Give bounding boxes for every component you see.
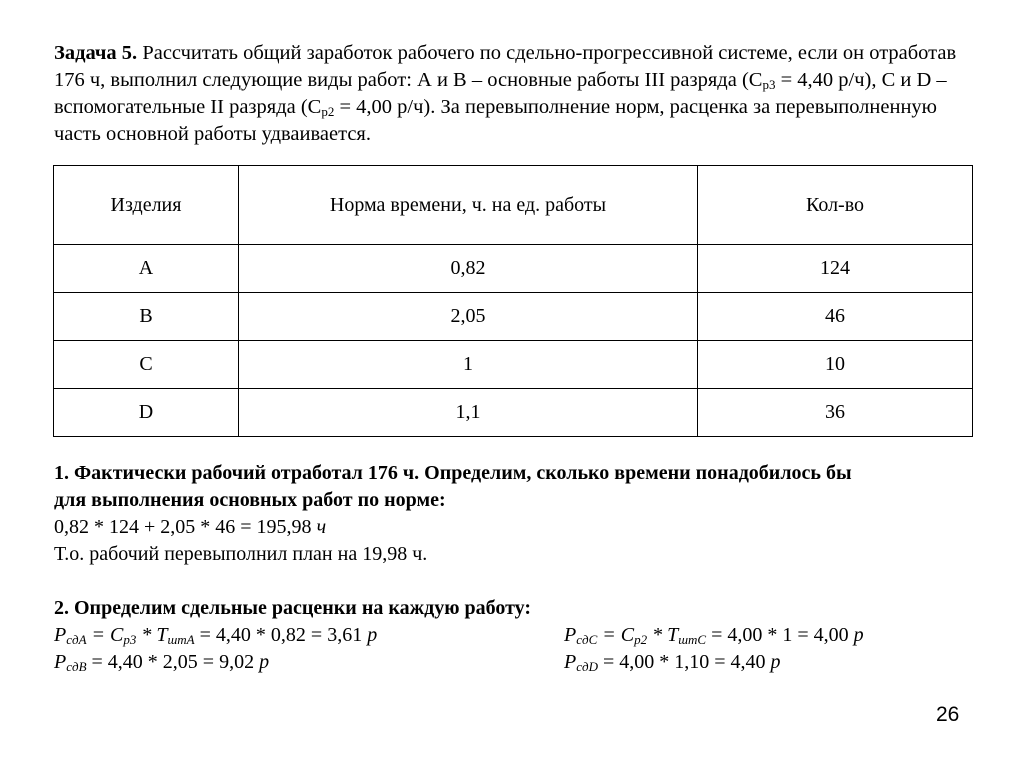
task-text-part1: Рассчитать общий заработок рабочего по сдельно-прогрессивной системе, если он отработав 176 ч, выполнил следующие виды работ: А и В – основные работы III разряда (С	[54, 42, 957, 91]
step1-calc-expression: 0,82 * 124 + 2,05 * 46 = 195,98	[54, 516, 317, 538]
solution	[54, 460, 984, 676]
step2-heading: 2. Определим сдельные расценки на каждую работу:	[54, 597, 532, 619]
table-header-row	[54, 166, 973, 245]
step1-heading-line1: 1. Фактически рабочий отработал 176 ч. Определим, сколько времени понадобилось бы	[54, 462, 852, 484]
formula-row-1	[54, 622, 984, 649]
page-number: 26	[936, 703, 960, 726]
table-row	[54, 341, 973, 389]
formula-rate-a: $Р_{сдА} = С_{р3} * Т_{штА} = 4,40 * 0,82 = 3,61$ р	[54, 624, 378, 647]
header-time-norm: Норма времени, ч. на ед. работы	[239, 166, 698, 245]
cell-quantity: 46	[698, 293, 973, 341]
cell-quantity: 36	[698, 389, 973, 437]
step1-conclusion: Т.о. рабочий перевыполнил план на 19,98 ч.	[54, 543, 428, 565]
formula-rate-b: $Р_{сдВ} = 4,40 * 2,05 = 9,02$ р	[54, 651, 270, 674]
formula-rate-c: $Р_{сдС} = С_{р2} * Т_{штС} = 4,00 * 1 = 4,00$ р	[564, 624, 864, 647]
table-row	[54, 389, 973, 437]
header-products: Изделия	[54, 166, 239, 245]
cell-product: D	[54, 389, 239, 437]
task-text-part2: = 4,40 р/ч), С и D – вспомогательные II разряда (С	[54, 69, 947, 118]
task-text-part3: = 4,00 р/ч). За перевыполнение норм, расценка за перевыполненную часть основной работы удваивается.	[54, 96, 937, 145]
task-statement	[54, 40, 974, 148]
header-quantity: Кол-во	[698, 166, 973, 245]
cell-quantity: 124	[698, 245, 973, 293]
cell-product: C	[54, 341, 239, 389]
step1-calculation	[54, 514, 984, 541]
task-title: Задача 5.	[54, 42, 138, 64]
table-row	[54, 293, 973, 341]
step1-heading-line2: для выполнения основных работ по норме:	[54, 489, 446, 511]
cell-time-norm: 2,05	[239, 293, 698, 341]
task-subscript-1: р3	[762, 77, 776, 92]
cell-time-norm: 0,82	[239, 245, 698, 293]
task-subscript-2: р2	[321, 104, 335, 119]
cell-product: A	[54, 245, 239, 293]
step1-calc-unit: ч	[316, 516, 327, 538]
formula-row-2	[54, 649, 984, 676]
cell-time-norm: 1,1	[239, 389, 698, 437]
cell-quantity: 10	[698, 341, 973, 389]
spacer	[54, 568, 984, 595]
norms-table	[53, 165, 973, 437]
table-row	[54, 245, 973, 293]
cell-product: B	[54, 293, 239, 341]
formula-rate-d: $Р_{сдD} = 4,00 * 1,10 = 4,40$ р	[564, 651, 781, 674]
cell-time-norm: 1	[239, 341, 698, 389]
